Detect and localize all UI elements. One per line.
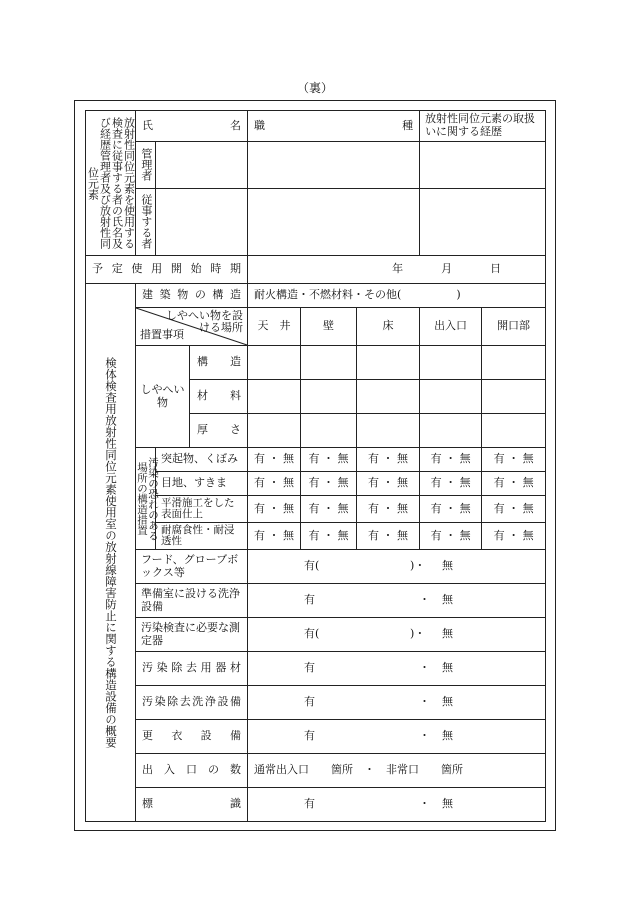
shield-cell[interactable]: [420, 414, 482, 448]
header-opening: 開口部: [482, 308, 546, 346]
header-ceiling: 天 井: [248, 308, 301, 346]
manager-history-field[interactable]: [420, 141, 546, 188]
item-value-hood[interactable]: [248, 550, 546, 584]
exits-value[interactable]: 通常出入口 箇所 ・ 非常口 箇所: [248, 754, 546, 788]
item-dot: )・: [410, 627, 426, 641]
yn-cell[interactable]: 有 ・ 無: [357, 496, 420, 523]
yn-cell[interactable]: 有 ・ 無: [248, 496, 301, 523]
start-date-field[interactable]: [248, 256, 546, 284]
item-no: 無: [442, 695, 454, 709]
contam-row-label: 平滑施工をした表面仕上: [156, 496, 248, 523]
item-yes: 有: [304, 695, 316, 709]
managers-title-cell: [86, 111, 136, 256]
item-label-decon: 汚染除去用器材: [142, 661, 242, 675]
sign-label-cell: [136, 788, 248, 822]
managers-title: 放射性同位元素を使用する検査に従事する者の氏名及び経歴管理者及び放射性同位元素: [86, 117, 136, 249]
item-yes: 有: [304, 729, 316, 743]
job-header-2: 種: [402, 118, 414, 132]
yn-cell[interactable]: 有 ・ 無: [357, 523, 420, 550]
contam-label-cell: [136, 448, 159, 550]
worker-history-field[interactable]: [420, 188, 546, 255]
yn-cell[interactable]: 有 ・ 無: [357, 472, 420, 496]
worker-job-field[interactable]: [248, 188, 420, 255]
building-label-cell: [136, 284, 248, 308]
item-label-decon-wash: 汚染除去洗浄設備: [142, 695, 242, 709]
exits-label: 出入口の数: [142, 763, 242, 777]
shield-cell[interactable]: [357, 346, 420, 380]
job-header-1: 職: [254, 118, 266, 132]
shield-cell[interactable]: [420, 380, 482, 414]
diag-bottom-label: 措置事項: [140, 328, 184, 342]
item-no: 無: [442, 729, 454, 743]
shield-row-label: [190, 414, 248, 448]
contam-row-label: 耐腐食性・耐浸透性: [156, 523, 248, 550]
item-yes: 有: [304, 661, 316, 675]
item-yes: 有(: [304, 627, 320, 641]
header-floor: 床: [357, 308, 420, 346]
yn-cell[interactable]: 有 ・ 無: [420, 523, 482, 550]
yn-cell[interactable]: 有 ・ 無: [482, 523, 546, 550]
item-value-decon-wash[interactable]: [248, 686, 546, 720]
start-label-cell: [86, 256, 248, 284]
worker-label-cell: [136, 188, 156, 255]
yn-cell[interactable]: 有 ・ 無: [420, 448, 482, 472]
item-yes: 有: [304, 593, 316, 607]
header-wall: 壁: [301, 308, 357, 346]
item-no: 無: [442, 593, 454, 607]
item-value-changing[interactable]: [248, 720, 546, 754]
shield-cell[interactable]: [357, 380, 420, 414]
contam-label: 汚染の恐れのある場所の構造措置: [136, 456, 159, 541]
day-label: 日: [490, 262, 502, 276]
year-label: 年: [392, 262, 404, 276]
diag-top-label: しやへい物を設ける場所: [166, 309, 244, 335]
item-label-meter: 汚染検査に必要な測定器: [136, 618, 248, 652]
yn-cell[interactable]: 有 ・ 無: [482, 496, 546, 523]
item-dot: ・: [419, 661, 431, 675]
item-no: 無: [442, 627, 454, 641]
section2-title-cell: [86, 284, 136, 822]
worker-label: 従事する者: [139, 194, 153, 250]
page-title: （裏）: [296, 81, 333, 95]
sign-dot: ・: [419, 797, 431, 811]
item-dot: )・: [410, 559, 426, 573]
item-label-cell: [136, 720, 248, 754]
shield-row-label: [190, 380, 248, 414]
yn-cell[interactable]: 有 ・ 無: [357, 448, 420, 472]
month-label: 月: [441, 262, 453, 276]
item-label-cell: [136, 652, 248, 686]
contam-row-label: 目地、すきま: [156, 472, 248, 496]
yn-cell[interactable]: 有 ・ 無: [420, 496, 482, 523]
shield-row-label: [190, 346, 248, 380]
yn-cell[interactable]: 有 ・ 無: [301, 472, 357, 496]
shield-cell[interactable]: [482, 414, 546, 448]
manager-job-field[interactable]: [248, 141, 420, 188]
exits-label-cell: [136, 754, 248, 788]
shield-cell[interactable]: [301, 414, 357, 448]
worker-name-field[interactable]: [156, 188, 248, 255]
item-dot: ・: [419, 729, 431, 743]
yn-cell[interactable]: 有 ・ 無: [248, 448, 301, 472]
manager-label: 管理者: [139, 148, 153, 182]
item-value-meter[interactable]: [248, 618, 546, 652]
yn-cell[interactable]: 有 ・ 無: [420, 472, 482, 496]
yn-cell[interactable]: 有 ・ 無: [248, 523, 301, 550]
shield-structure-label: 構 造: [197, 355, 242, 369]
item-label-changing: 更衣設備: [142, 729, 242, 743]
sign-label: 標識: [142, 797, 242, 811]
job-header-cell: [248, 111, 420, 142]
item-no: 無: [442, 661, 454, 675]
manager-label-cell: [136, 141, 156, 188]
sign-value[interactable]: [248, 788, 546, 822]
name-header-1: 氏: [142, 118, 153, 132]
item-dot: ・: [419, 695, 431, 709]
shield-cell[interactable]: [301, 380, 357, 414]
item-value-decon[interactable]: [248, 652, 546, 686]
shield-label: しやへい物: [136, 346, 190, 448]
start-label: 予定使用開始時期: [92, 262, 242, 276]
yn-cell[interactable]: 有 ・ 無: [248, 472, 301, 496]
item-no: 無: [442, 559, 454, 573]
header-entrance: 出入口: [420, 308, 482, 346]
shield-cell[interactable]: [248, 346, 301, 380]
shield-cell[interactable]: [248, 414, 301, 448]
yn-cell[interactable]: 有 ・ 無: [301, 448, 357, 472]
shield-material-label: 材 料: [197, 389, 242, 403]
section2-title: 検体検査用放射性同位元素使用室の放射線障害防止に関する構造設備の概要: [104, 357, 118, 748]
shield-cell[interactable]: [301, 346, 357, 380]
item-yes: 有(: [304, 559, 320, 573]
shield-cell[interactable]: [420, 346, 482, 380]
name-header-2: 名: [230, 118, 242, 132]
sign-yes: 有: [304, 797, 316, 811]
building-label: 建築物の構造: [142, 288, 242, 302]
sign-no: 無: [442, 797, 454, 811]
item-label-wash: 準備室に設ける洗浄設備: [136, 584, 248, 618]
shield-cell[interactable]: [248, 380, 301, 414]
item-dot: ・: [419, 593, 431, 607]
application-form: [85, 110, 546, 822]
shield-cell[interactable]: [482, 380, 546, 414]
name-header-cell: [136, 111, 248, 142]
shield-cell[interactable]: [357, 414, 420, 448]
yn-cell[interactable]: 有 ・ 無: [482, 448, 546, 472]
item-label-cell: [136, 686, 248, 720]
shield-cell[interactable]: [482, 346, 546, 380]
diagonal-header: [136, 308, 248, 346]
manager-name-field[interactable]: [156, 141, 248, 188]
item-label-hood: フード、グローブボックス等: [136, 550, 248, 584]
history-header: 放射性同位元素の取扱いに関する経歴: [420, 111, 546, 142]
building-value[interactable]: 耐火構造・不燃材料・その他( ): [248, 284, 546, 308]
item-value-wash[interactable]: [248, 584, 546, 618]
shield-thickness-label: 厚 さ: [197, 423, 242, 437]
yn-cell[interactable]: 有 ・ 無: [482, 472, 546, 496]
yn-cell[interactable]: 有 ・ 無: [301, 496, 357, 523]
yn-cell[interactable]: 有 ・ 無: [301, 523, 357, 550]
contam-row-label: 突起物、くぼみ: [156, 448, 248, 472]
